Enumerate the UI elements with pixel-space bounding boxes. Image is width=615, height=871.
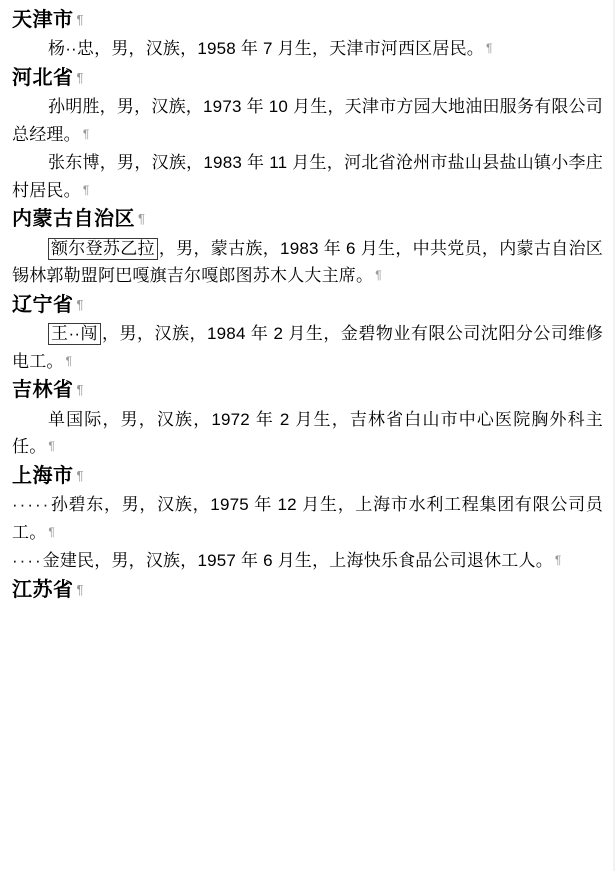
entry-text: 孙碧东，男，汉族，1975 年 12 月生，上海市水利工程集团有限公司员工。	[12, 495, 603, 542]
pilcrow-mark: ¶	[76, 467, 84, 483]
pilcrow-mark: ¶	[76, 382, 84, 398]
pilcrow-mark: ¶	[76, 296, 84, 312]
heading-inner-mongolia	[12, 205, 603, 233]
entry-zhang-dongbo	[12, 149, 603, 204]
heading-hebei	[12, 64, 603, 92]
heading-text: 江苏省	[12, 578, 74, 601]
leading-dots: ····	[12, 551, 43, 571]
entry-jin-jianmin	[12, 547, 603, 575]
redacted-name-box: 额尔登苏乙拉	[48, 238, 158, 260]
heading-liaoning	[12, 291, 603, 319]
heading-text: 上海市	[12, 464, 74, 487]
pilcrow-mark: ¶	[65, 353, 73, 368]
leading-dots: ·····	[12, 495, 51, 515]
heading-shanghai	[12, 462, 603, 490]
entry-sun-bidong	[12, 491, 603, 546]
entry-shan-guoji	[12, 406, 603, 461]
pilcrow-mark: ¶	[82, 182, 90, 197]
heading-text: 天津市	[12, 9, 74, 31]
entry-text: 张东博，男，汉族，1983 年 11 月生，河北省沧州市盐山县盐山镇小李庄村居民。	[12, 153, 603, 200]
entry-wang-chuang	[12, 320, 603, 375]
entry-text: ，男，蒙古族，1983 年 6 月生，中共党员，内蒙古自治区锡林郭勒盟阿巴嘎旗吉尔嘎郎图苏木人大主席。	[12, 238, 603, 286]
entry-text: 孙明胜，男，汉族，1973 年 10 月生，天津市方园大地油田服务有限公司总经理。	[12, 97, 603, 144]
heading-text: 辽宁省	[12, 293, 74, 316]
entry-text: 单国际，男，汉族，1972 年 2 月生，吉林省白山市中心医院胸外科主任。	[12, 409, 603, 457]
entry-yang	[12, 35, 603, 63]
heading-jilin	[12, 376, 603, 404]
pilcrow-mark: ¶	[375, 268, 382, 283]
heading-jiangsu	[12, 576, 603, 604]
pilcrow-mark: ¶	[48, 439, 56, 454]
entry-eerdengsuyila	[12, 235, 603, 290]
pilcrow-mark: ¶	[82, 126, 90, 141]
pilcrow-mark: ¶	[76, 69, 84, 85]
heading-text: 内蒙古自治区	[12, 208, 135, 231]
heading-text: 吉林省	[12, 379, 74, 402]
heading-tianjin	[12, 6, 603, 34]
redacted-name-box: 王··闯	[48, 323, 101, 345]
pilcrow-mark: ¶	[76, 12, 84, 27]
entry-text: 杨··忠，男，汉族，1958 年 7 月生，天津市河西区居民。	[48, 39, 484, 59]
entry-text: 金建民，男，汉族，1957 年 6 月生，上海快乐食品公司退休工人。	[42, 551, 553, 571]
pilcrow-mark: ¶	[554, 553, 562, 568]
entry-text: ，男，汉族，1984 年 2 月生，金碧物业有限公司沈阳分公司维修电工。	[12, 324, 604, 371]
pilcrow-mark: ¶	[485, 41, 493, 56]
pilcrow-mark: ¶	[48, 524, 56, 539]
pilcrow-mark: ¶	[138, 211, 146, 227]
pilcrow-mark: ¶	[76, 581, 84, 597]
heading-text: 河北省	[12, 66, 74, 89]
entry-sun-mingsheng	[12, 93, 603, 148]
